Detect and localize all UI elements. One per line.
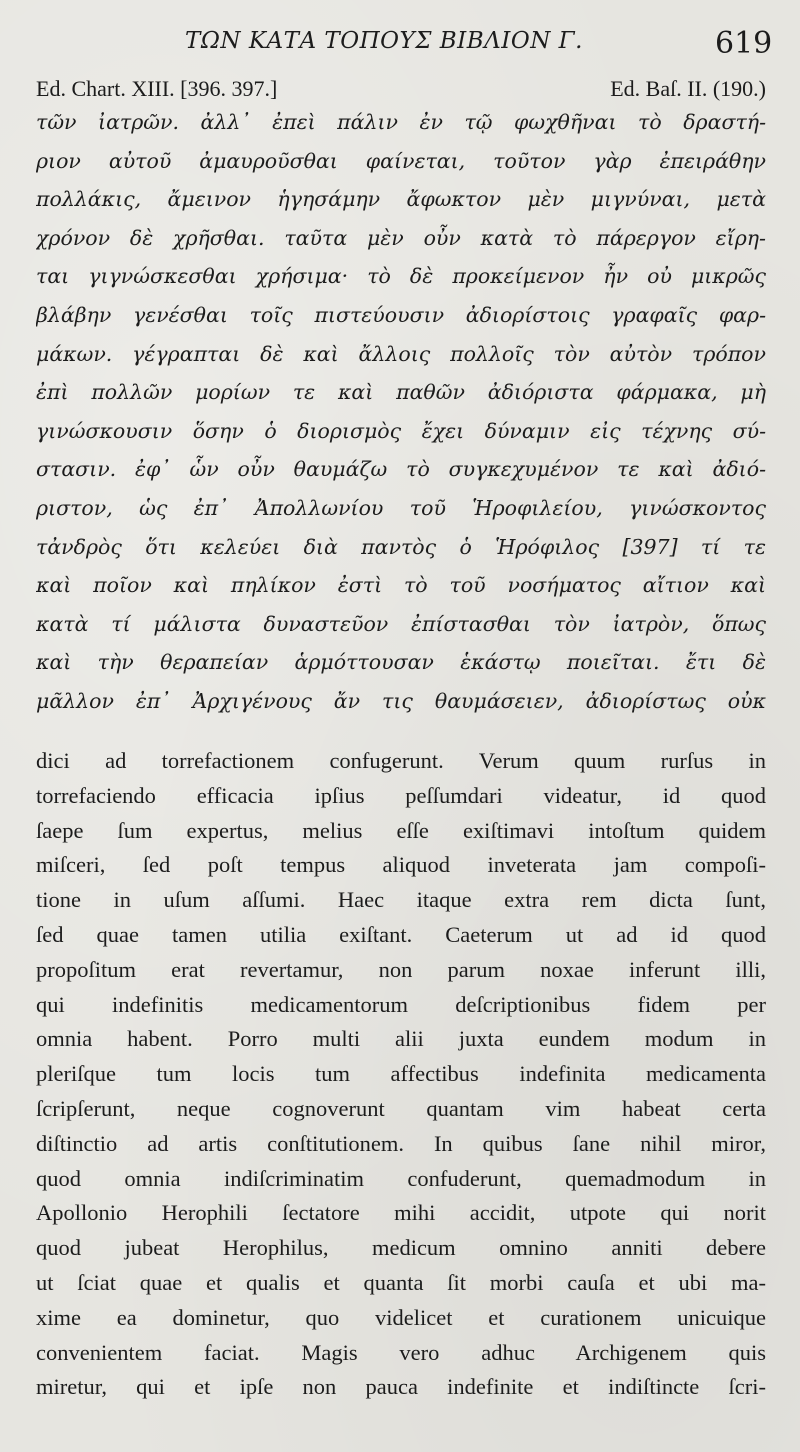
latin-text-line: xime ea dominetur, quo videlicet et curationem unicuique: [36, 1304, 766, 1330]
latin-text-line: qui indefinitis medicamentorum deſcriptionibus fidem per: [36, 991, 766, 1017]
page-number: 619: [715, 26, 773, 61]
latin-text-line: omnia habent. Porro multi alii juxta eundem modum in: [36, 1026, 766, 1052]
greek-text-line: καὶ ποῖον καὶ πηλίκον ἐστὶ τὸ τοῦ νοσήματος αἴτιον καὶ: [36, 573, 766, 598]
latin-text-line: convenientem faciat. Magis vero adhuc Archigenem quis: [36, 1339, 766, 1365]
greek-text-line: ριστον, ὡς ἐπ᾽ Ἀπολλωνίου τοῦ Ἡροφιλείου, γινώσκοντος: [36, 495, 766, 520]
greek-text-line: γινώσκουσιν ὅσην ὁ διορισμὸς ἔχει δύναμιν εἰς τέχνης σύ-: [36, 418, 766, 443]
greek-text-line: τῶν ἰατρῶν. ἀλλ᾽ ἐπεὶ πάλιν ἐν τῷ φωχθῆναι τὸ δραστή-: [36, 110, 766, 134]
latin-text-line: pleriſque tum locis tum affectibus indefinita medicamenta: [36, 1061, 766, 1087]
greek-text-line: τἀνδρὸς ὅτι κελεύει διὰ παντὸς ὁ Ἡρόφιλος [397] τί τε: [36, 534, 766, 559]
greek-text-line: ται γιγνώσκεσθαι χρήσιμα· τὸ δὲ προκείμενον ἦν οὐ μικρῶς: [36, 264, 766, 289]
latin-text-line: propoſitum erat revertamur, non parum noxae inferunt illi,: [36, 956, 766, 982]
greek-text-line: χρόνον δὲ χρῆσθαι. ταῦτα μὲν οὖν κατὰ τὸ πάρεργον εἴρη-: [36, 225, 766, 250]
greek-text-line: μάκων. γέγραπται δὲ καὶ ἄλλοις πολλοῖς τὸν αὐτὸν τρόπον: [36, 341, 766, 366]
latin-text-line: tione in uſum aſſumi. Haec itaque extra rem dicta ſunt,: [36, 887, 766, 913]
latin-text-line: ſaepe ſum expertus, melius eſſe exiſtimavi intoſtum quidem: [36, 817, 766, 843]
latin-text-line: miſceri, ſed poſt tempus aliquod inveterata jam compoſi-: [36, 852, 766, 878]
latin-text-line: miretur, qui et ipſe non pauca indefinite et indiſtincte ſcri-: [36, 1374, 766, 1400]
greek-text-line: κατὰ τί μάλιστα δυναστεῦον ἐπίστασθαι τὸν ἰατρὸν, ὅπως: [36, 611, 766, 636]
latin-text-block: [36, 744, 766, 1405]
latin-text-line: ſcripſerunt, neque cognoverunt quantam vim habeat certa: [36, 1095, 766, 1121]
greek-text-line: βλάβην γενέσθαι τοῖς πιστεύουσιν ἀδιορίστοις γραφαῖς φαρ-: [36, 302, 766, 327]
greek-text-line: καὶ τὴν θεραπείαν ἁρμόττουσαν ἑκάστῳ ποιεῖται. ἔτι δὲ: [36, 650, 766, 675]
greek-text-line: στασιν. ἐφ᾽ ὧν οὖν θαυμάζω τὸ συγκεχυμένον τε καὶ ἀδιό-: [36, 457, 766, 482]
greek-text-block: [36, 103, 766, 721]
latin-text-line: quod jubeat Herophilus, medicum omnino anniti debere: [36, 1235, 766, 1261]
edition-reference-chartier: Ed. Chart. XIII. [396. 397.]: [36, 76, 278, 101]
latin-text-line: quod omnia indiſcriminatim confuderunt, quemadmodum in: [36, 1165, 766, 1191]
greek-text-line: ἐπὶ πολλῶν μορίων τε καὶ παθῶν ἀδιόριστα φάρμακα, μὴ: [36, 380, 766, 405]
latin-text-line: ut ſciat quae et qualis et quanta ſit morbi cauſa et ubi ma-: [36, 1269, 766, 1295]
greek-text-line: πολλάκις, ἄμεινον ἡγησάμην ἄφωκτον μὲν μιγνύναι, μετὰ: [36, 187, 766, 212]
latin-text-line: ſed quae tamen utilia exiſtant. Caeterum ut ad id quod: [36, 921, 766, 947]
latin-text-line: Apollonio Herophili ſectatore mihi accidit, utpote qui norit: [36, 1200, 766, 1226]
latin-text-line: diſtinctio ad artis conſtitutionem. In quibus ſane nihil miror,: [36, 1130, 766, 1156]
latin-text-line: torrefaciendo efficacia ipſius peſſumdari videatur, id quod: [36, 782, 766, 808]
latin-text-line: dici ad torrefactionem confugerunt. Verum quum rurſus in: [36, 748, 766, 773]
greek-text-line: ριον αὐτοῦ ἀμαυροῦσθαι φαίνεται, τοῦτον γὰρ ἐπειράθην: [36, 148, 766, 173]
running-head: [0, 26, 800, 66]
running-title: ΤΩΝ ΚΑΤΑ ΤΟΠΟΥΣ ΒΙΒΛΙΟΝ Γ.: [185, 28, 583, 54]
edition-reference-line: [36, 76, 766, 106]
greek-text-line: μᾶλλον ἐπ᾽ Ἀρχιγένους ἄν τις θαυμάσειεν, ἀδιορίστως οὐκ: [36, 688, 766, 713]
edition-reference-basel: Ed. Baſ. II. (190.): [610, 76, 766, 101]
